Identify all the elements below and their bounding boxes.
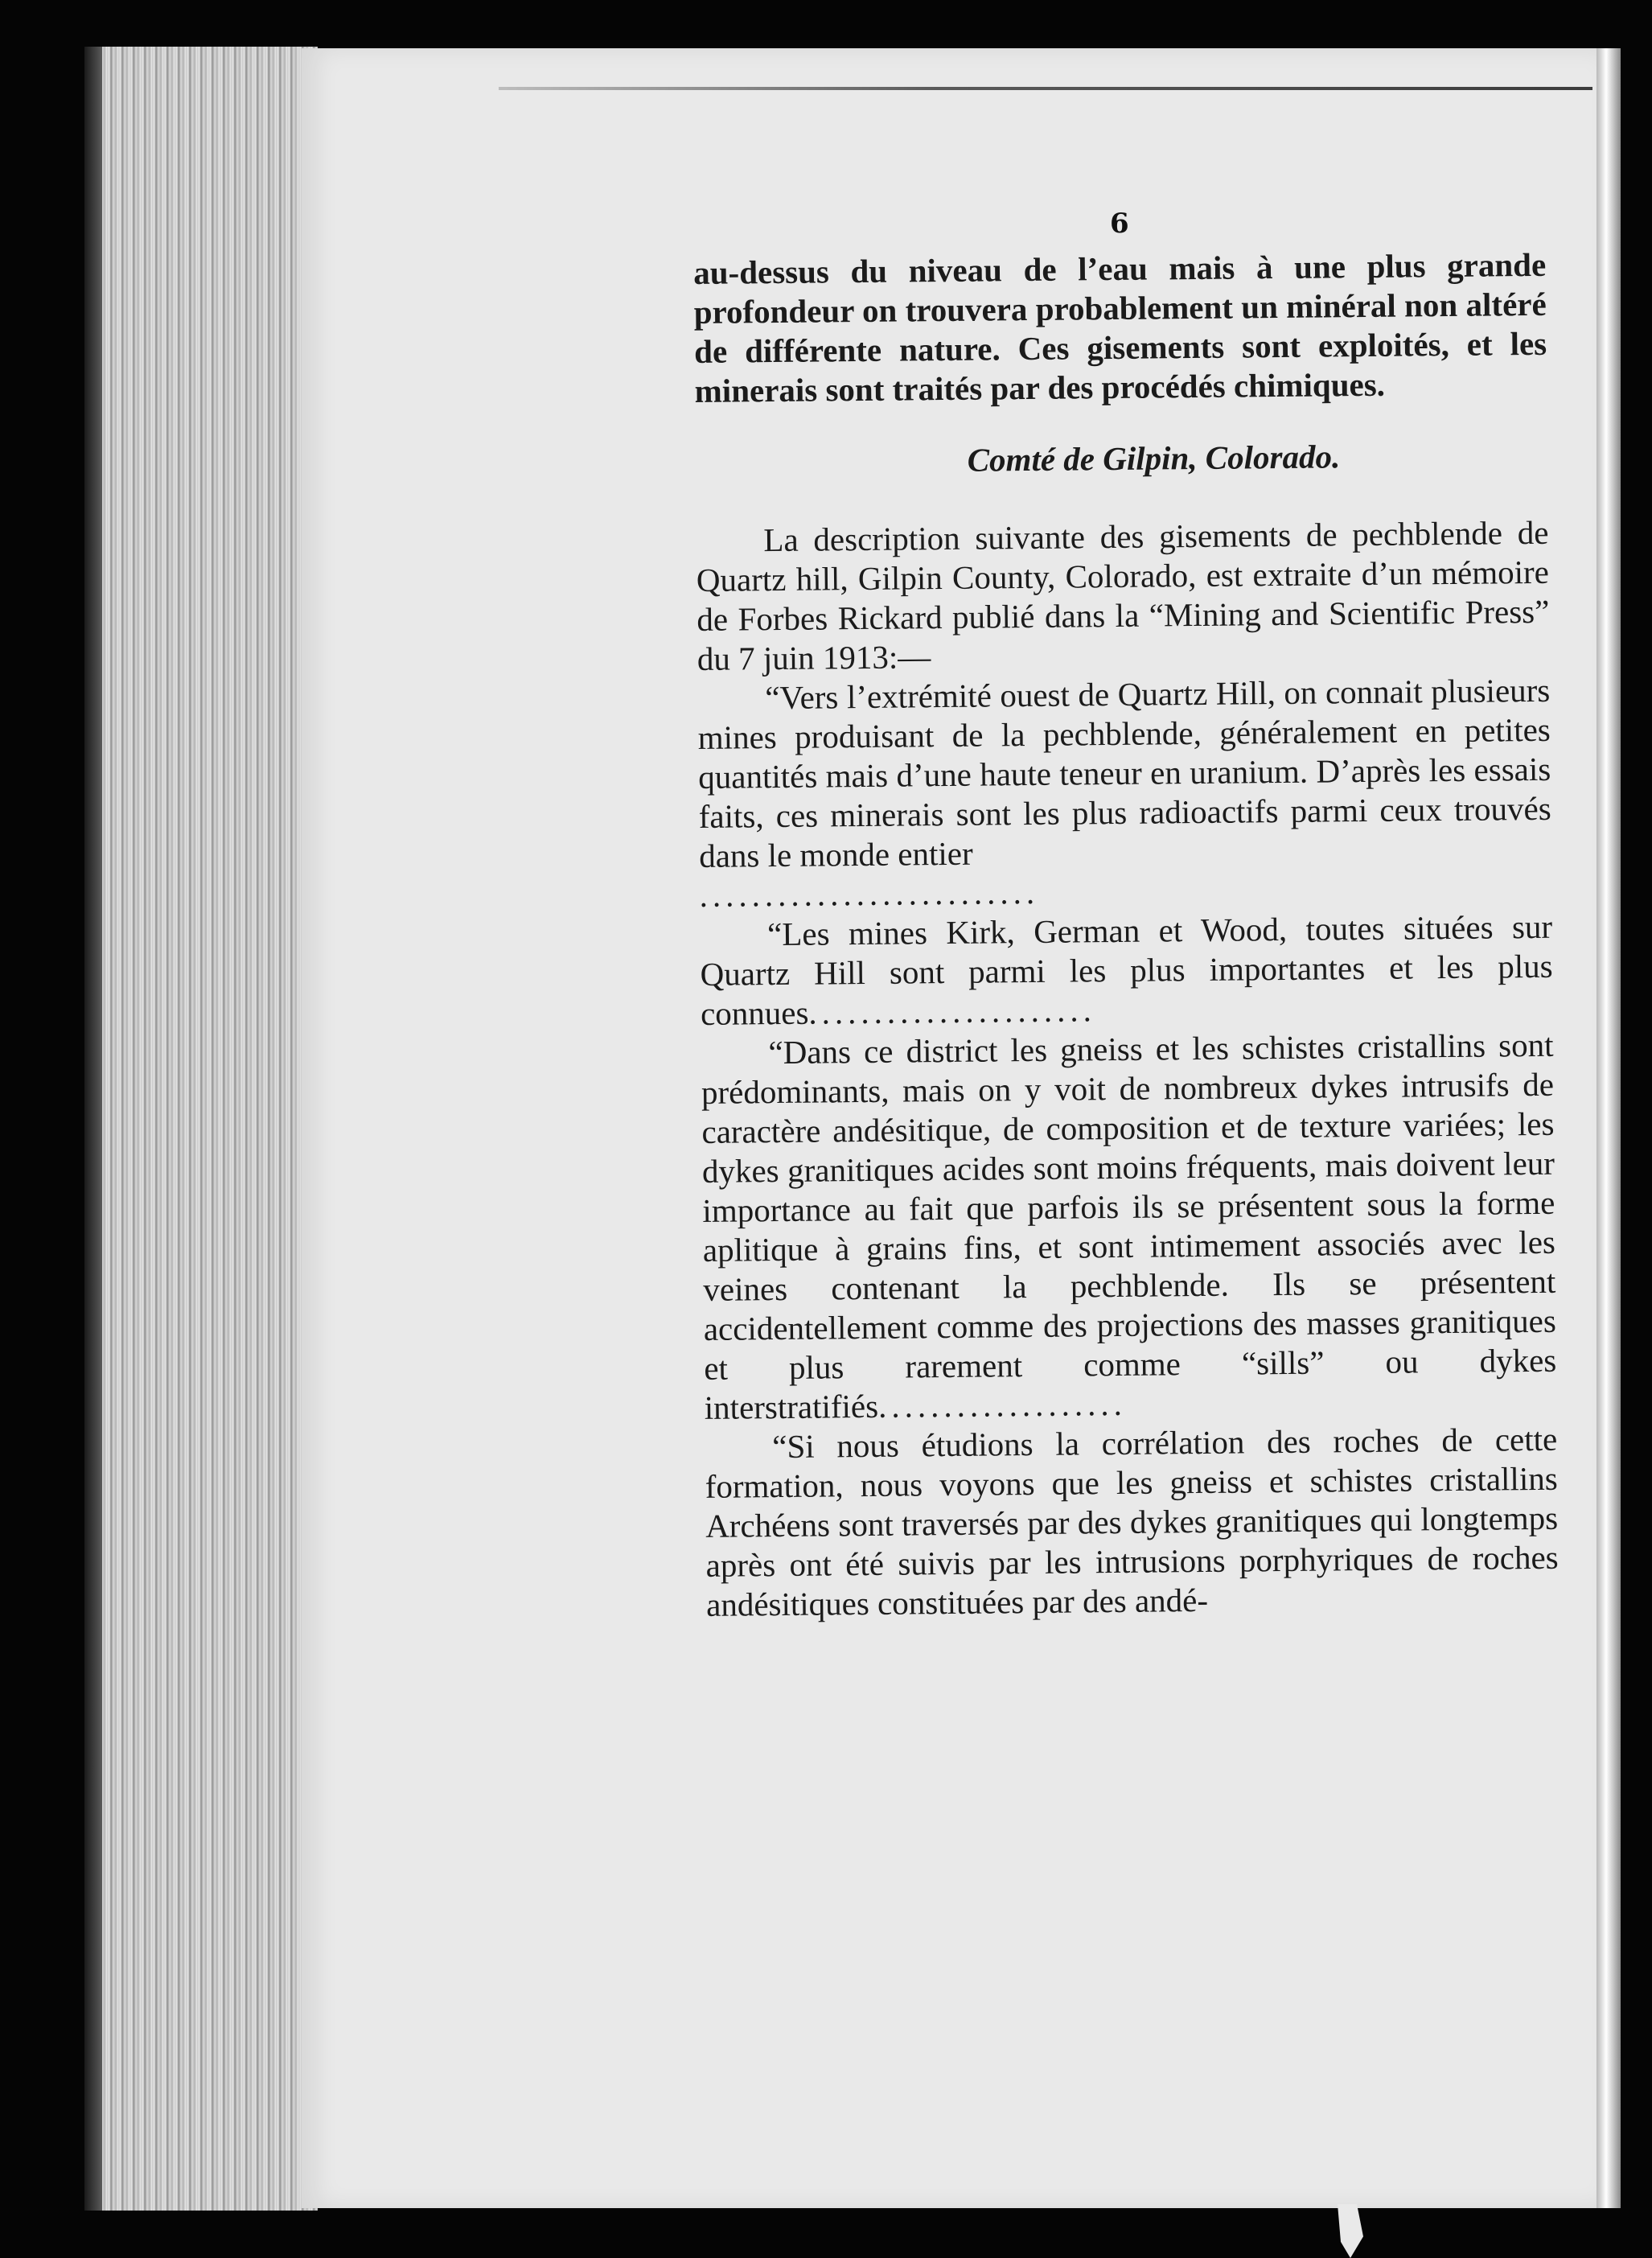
quote-text-2: “Les mines Kirk, German et Wood, toutes situées sur Quartz Hill sont parmi les plus importantes et les plus connues [700, 907, 1553, 1032]
page-bottom-tab [1331, 2204, 1363, 2258]
quote-paragraph-2 [700, 907, 1553, 1034]
quote-paragraph-4: “Si nous étudions la corrélation des roches de cette formation, nous voyons que les gneiss et schistes cristallins Archéens sont traversés par des dykes granitiques qui longtemps après ont été suivis par les intrusions porphyriques de roches andésitiques constituées par des andé- [705, 1420, 1559, 1623]
quote-text-3: “Dans ce district les gneiss et les schistes cristallins sont prédominants, mais on y voit de nombreux dykes intrusifs de caractère andésitique, de composition et de texture variées; les dykes granitiques acides sont moins fréquents, mais doivent leur importance au fait que parfois ils se présentent sous la forme aplitique à grains fins, et sont intimement associés avec les veines contenant la pechblende. Ils se présentent accidentellement comme des projections des masses granitiques et plus rarement comme “sills” ou dykes interstratifiés [701, 1026, 1557, 1426]
quote-paragraph-1 [697, 671, 1551, 876]
paragraph-description: La description suivante des gisements de pechblende de Quartz hill, Gilpin County, Colorado, est extraite d’un mémoire de Forbes Rickard publié dans la “Mining and Scientific Press” du 7 juin 1913:— [696, 513, 1550, 677]
quote-text-1: “Vers l’extrémité ouest de Quartz Hill, on connait plusieurs mines produisant de la pechblende, généralement en petites quantités mais d’une haute teneur en uranium. D’après les essais faits, ces minerais sont les plus radioactifs parmi ceux trouvés dans le monde entier [697, 671, 1551, 874]
ellipsis-dots-1: .......................... [699, 873, 1040, 914]
paragraph-continued: au-dessus du niveau de l’eau mais à une plus grande profondeur on trouvera probablement un minéral non altéré de différente nature. Ces gisements sont exploités, et les minerais sont traités par des procédés chimiques. [693, 245, 1547, 409]
book-page-edges [84, 47, 318, 2211]
page-right-edge [1597, 48, 1621, 2208]
page-body-text [693, 245, 1559, 1625]
page-top-edge-shadow [499, 87, 1592, 90]
quote-paragraph-3 [701, 1026, 1557, 1428]
ellipsis-dots-3: ................... [877, 1384, 1128, 1425]
ellipsis-dots-2: ...................... [808, 991, 1097, 1031]
page-number: 6 [1110, 208, 1129, 240]
section-heading: Comté de Gilpin, Colorado. [967, 438, 1341, 479]
